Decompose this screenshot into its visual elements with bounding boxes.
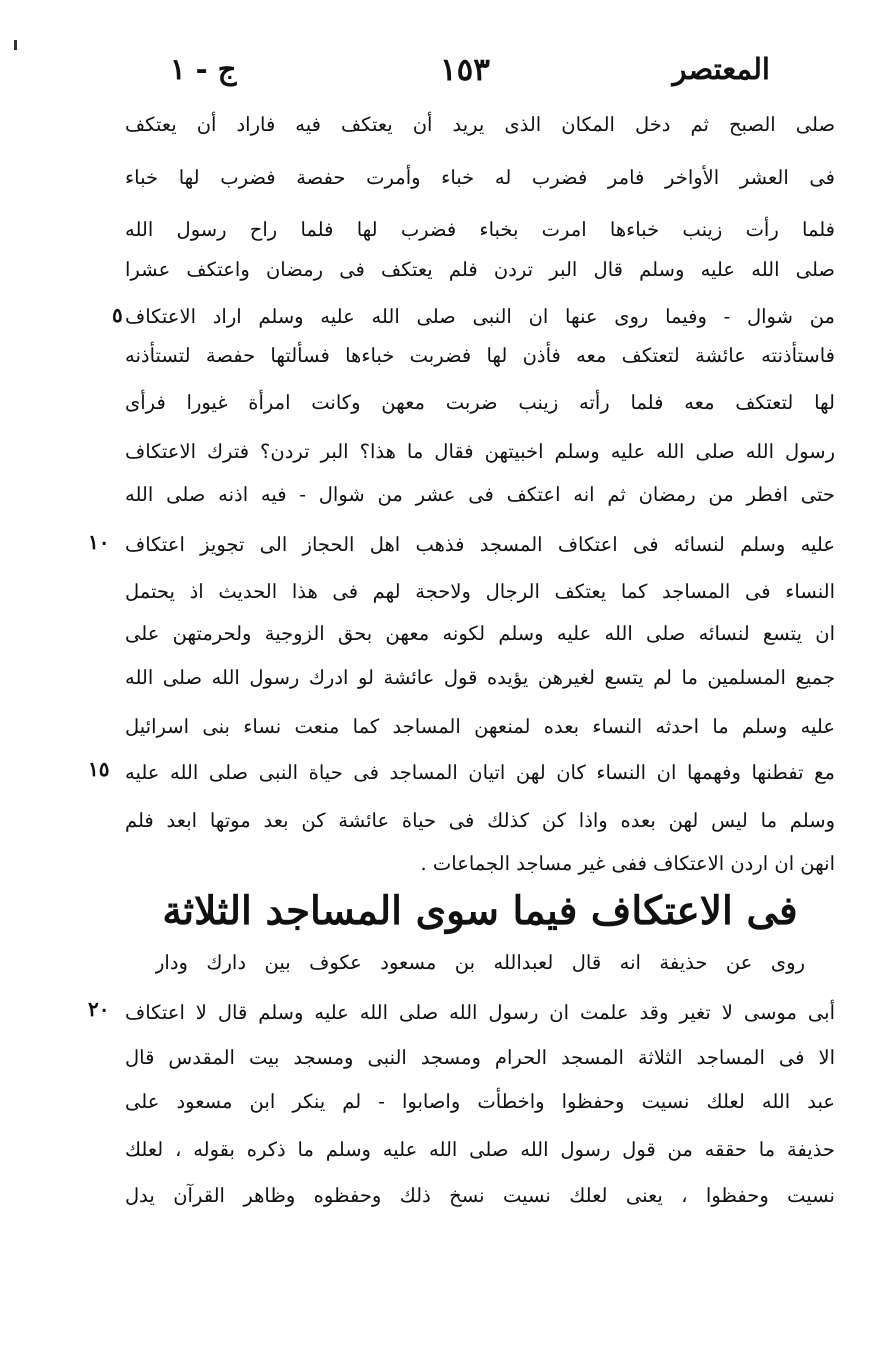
body-line: مع تفطنها وفهمها ان النساء كان لهن اتيان المساجد فى حياة النبى صلى الله عليه	[125, 761, 835, 784]
page-number: ١٥٣	[440, 52, 490, 88]
line-number-20: ٢٠	[88, 997, 110, 1021]
body-line: فى العشر الأواخر فامر فضرب له خباء وأمرت حفصة فضرب لها خباء	[125, 166, 835, 189]
body-line: النساء فى المساجد كما يعتكف الرجال ولاحجة لهم فى هذا الحديث اذ يحتمل	[125, 580, 835, 603]
section-line: أبى موسى لا تغير وقد علمت ان رسول الله صلى الله عليه وسلم قال لا اعتكاف	[125, 1001, 835, 1024]
line-number-5: ٥	[112, 303, 123, 327]
section-heading: فى الاعتكاف فيما سوى المساجد الثلاثة	[162, 888, 798, 934]
body-line: صلى الله عليه وسلم قال البر تردن فلم يعتكف فى رمضان واعتكف عشرا	[125, 258, 835, 281]
body-line: من شوال - وفيما روى عنها ان النبى صلى الله عليه وسلم اراد الاعتكاف	[125, 305, 835, 328]
body-line: رسول الله صلى الله عليه وسلم اخبيتهن فقال ما هذا؟ البر تردن؟ فترك الاعتكاف	[125, 440, 835, 463]
body-line: انهن ان اردن الاعتكاف ففى غير مساجد الجماعات .	[420, 852, 835, 875]
section-line: عبد الله لعلك نسيت وحفظوا واخطأت واصابوا - لم ينكر ابن مسعود على	[125, 1090, 835, 1113]
section-line: روى عن حذيفة انه قال لعبدالله بن مسعود عكوف بين دارك ودار	[155, 951, 805, 974]
line-number-10: ١٠	[88, 530, 110, 554]
body-line: ان يتسع لنسائه صلى الله عليه وسلم لكونه معهن بحق الزوجية ولحرمتهن على	[125, 622, 835, 645]
body-line: عليه وسلم ما احدثه النساء بعده لمنعهن المساجد كما منعت نساء بنى اسرائيل	[125, 715, 835, 738]
section-line: حذيفة ما حققه من قول رسول الله صلى الله عليه وسلم ما ذكره بقوله ، لعلك	[125, 1138, 835, 1161]
body-line: لها لتعتكف معه فلما رأته زينب ضربت معهن وكانت امرأة غيورا فرأى	[125, 391, 835, 414]
section-line: نسيت وحفظوا ، يعنى لعلك نسيت نسخ ذلك وحفظوه وظاهر القرآن يدل	[125, 1184, 835, 1207]
body-line: جميع المسلمين ما لم يتسع لغيرهن يؤيده قول عائشة لو ادرك رسول الله صلى الله	[125, 666, 835, 689]
body-line: وسلم ما ليس لهن بعده واذا كن كذلك فى حياة عائشة كن بعد موتها ابعد فلم	[125, 809, 835, 832]
body-line: فاستأذنته عائشة لتعتكف معه فأذن لها فضربت خباءها فسألتها حفصة لتستأذنه	[125, 344, 835, 367]
page-header	[170, 52, 770, 96]
margin-mark	[14, 40, 17, 50]
body-line: حتى افطر من رمضان ثم انه اعتكف فى عشر من شوال - فيه اذنه صلى الله	[125, 483, 835, 506]
body-line: عليه وسلم لنسائه فى اعتكاف المسجد فذهب اهل الحجاز الى تجويز اعتكاف	[125, 533, 835, 556]
book-title: المعتصر	[672, 52, 770, 86]
body-line: صلى الصبح ثم دخل المكان الذى يريد أن يعتكف فيه فاراد أن يعتكف	[125, 113, 835, 136]
volume-label: ج - ١	[170, 52, 237, 86]
section-line: الا فى المساجد الثلاثة المسجد الحرام ومسجد النبى ومسجد بيت المقدس قال	[125, 1046, 835, 1069]
body-line: فلما رأت زينب خباءها امرت بخباء فضرب لها فلما راح رسول الله	[125, 218, 835, 241]
line-number-15: ١٥	[88, 757, 110, 781]
